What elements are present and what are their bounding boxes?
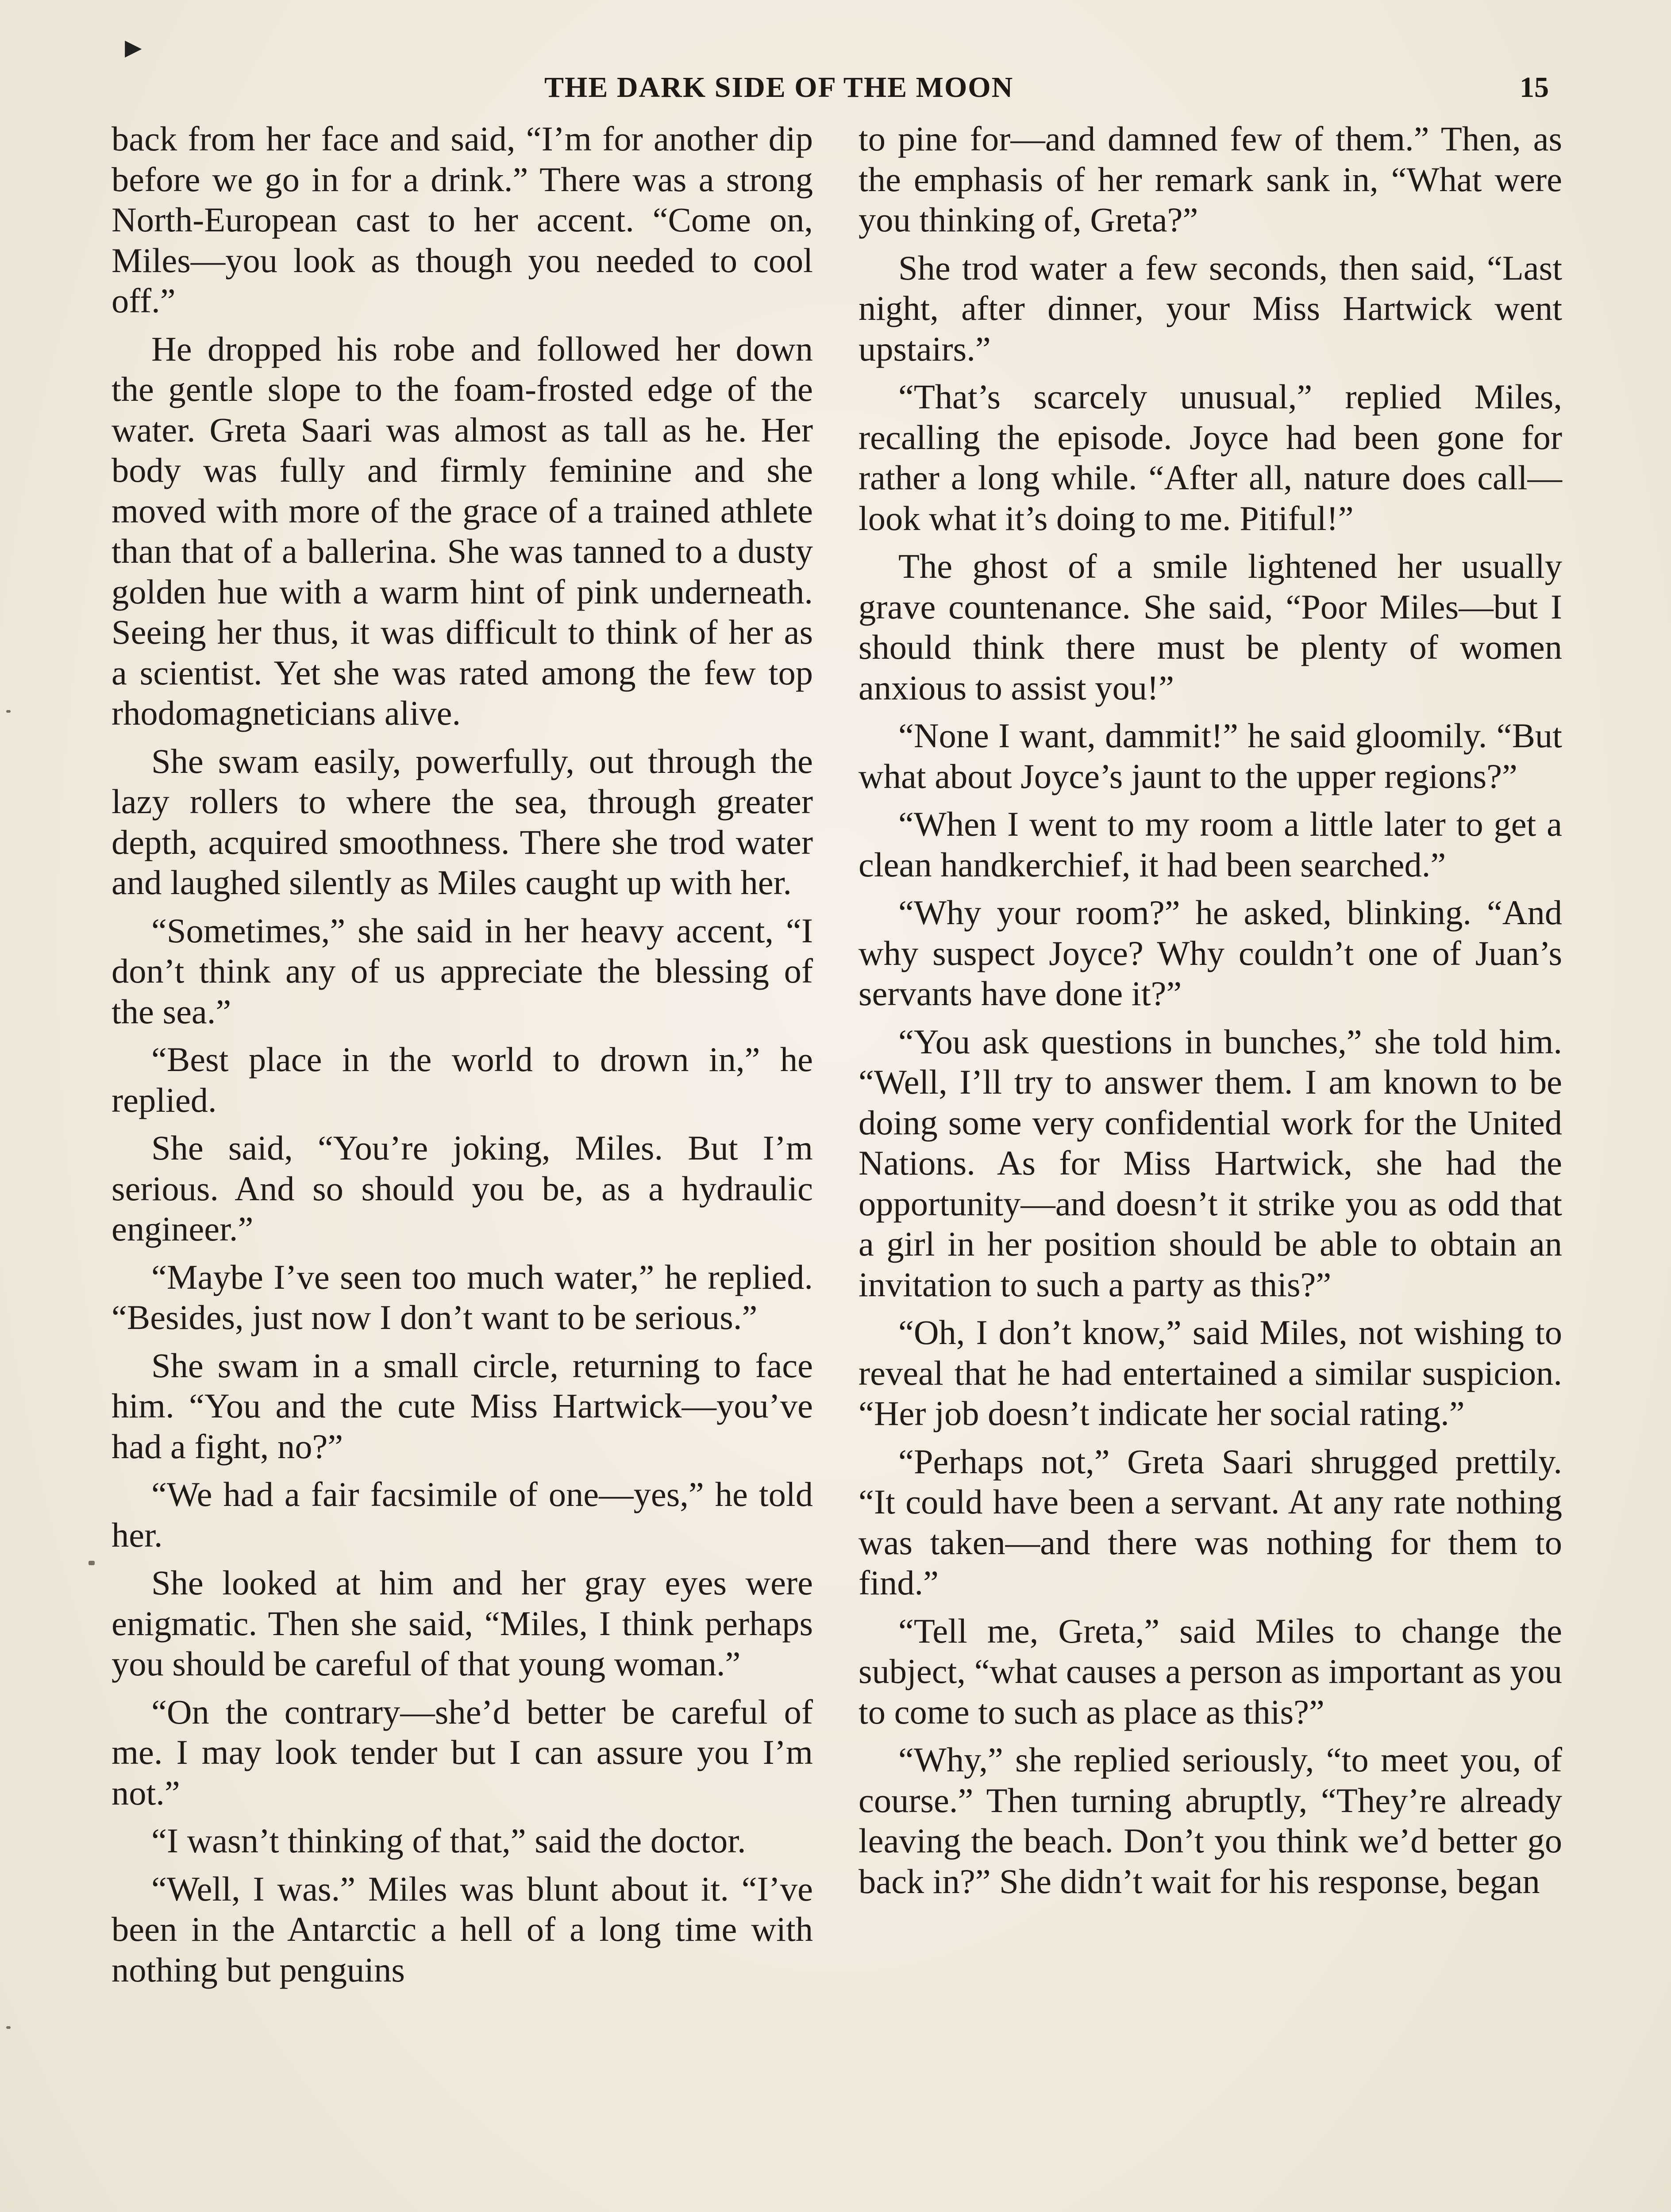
paragraph: The ghost of a smile lightened her usually grave countenance. She said, “Poor Miles—but I should think there must be plenty of women anxious to assist you!” (859, 547, 1562, 707)
paragraph: “Why your room?” he asked, blinking. “And why suspect Joyce? Why couldn’t one of Juan’s servants have done it?” (859, 893, 1562, 1013)
paragraph: “We had a fair facsimile of one—yes,” he told her. (112, 1475, 813, 1554)
paper-speck (6, 710, 11, 713)
paragraph: “On the contrary—she’d better be careful of me. I may look tender but I can assure you I’m not.” (112, 1692, 813, 1812)
paper-speck (6, 2026, 11, 2029)
paper-speck (89, 1561, 95, 1565)
paragraph: “I wasn’t thinking of that,” said the doctor. (151, 1821, 746, 1860)
paragraph: “Oh, I don’t know,” said Miles, not wishing to reveal that he had entertained a similar suspicion. “Her job doesn’t indicate her social rating.” (859, 1313, 1562, 1432)
paragraph: He dropped his robe and followed her down the gentle slope to the foam-frosted edge of the water. Greta Saari was almost as tall as he. Her body was fully and firmly feminine and she moved with more of the grace of a trained athlete than that of a ballerina. She was tanned to a dusty golden hue with a warm hint of pink underneath. Seeing her thus, it was difficult to think of her as a scientist. Yet she was rated among the few top rhodomagneticians alive. (112, 329, 813, 732)
paragraph: “Tell me, Greta,” said Miles to change the subject, “what causes a person as important as you to come to such as place as this?” (859, 1611, 1562, 1731)
running-title: THE DARK SIDE OF THE MOON (544, 71, 1014, 104)
paragraph: “Why,” she replied seriously, “to meet you, of course.” Then turning abruptly, “They’re already leaving the beach. Don’t you think we’d better go back in?” She didn’t wait for his response, began (859, 1740, 1562, 1901)
paragraph: “When I went to my room a little later to get a clean handkerchief, it had been searched.” (859, 805, 1562, 884)
paragraph: “You ask questions in bunches,” she told him. “Well, I’ll try to answer them. I am known to be doing some very confidential work for the United Nations. As for Miss Hartwick, she had the opportunity—and doesn’t it strike you as odd that a girl in her position should be able to obtain an invitation to such a party as this?” (859, 1022, 1562, 1304)
page-number: 15 (1520, 71, 1549, 104)
paragraph: She looked at him and her gray eyes were enigmatic. Then she said, “Miles, I think perhaps you should be careful of that young woman.” (112, 1563, 813, 1683)
paragraph: She swam in a small circle, returning to face him. “You and the cute Miss Hartwick—you’ve had a fight, no?” (112, 1346, 813, 1466)
paragraph: “Sometimes,” she said in her heavy accent, “I don’t think any of us appreciate the blessing of the sea.” (112, 911, 813, 1031)
paragraph: “Best place in the world to drown in,” he replied. (112, 1040, 813, 1119)
corner-mark: ▶ (125, 35, 142, 60)
paragraph: She trod water a few seconds, then said, “Last night, after dinner, your Miss Hartwick went upstairs.” (859, 248, 1562, 368)
right-column (859, 119, 1562, 1909)
paragraph: She swam easily, powerfully, out through the lazy rollers to where the sea, through greater depth, acquired smoothness. There she trod water and laughed silently as Miles caught up with her. (112, 741, 813, 902)
paragraph: back from her face and said, “I’m for another dip before we go in for a drink.” There was a strong North-European cast to her accent. “Come on, Miles—you look as though you needed to cool off.” (112, 119, 813, 320)
left-column (112, 119, 813, 1997)
paragraph: to pine for—and damned few of them.” Then, as the emphasis of her remark sank in, “What were you thinking of, Greta?” (859, 119, 1562, 239)
paragraph: “Maybe I’ve seen too much water,” he replied. “Besides, just now I don’t want to be serious.” (112, 1257, 813, 1336)
paragraph: “That’s scarcely unusual,” replied Miles, recalling the episode. Joyce had been gone for rather a long while. “After all, nature does call—look what it’s doing to me. Pitiful!” (859, 377, 1562, 538)
paragraph: She said, “You’re joking, Miles. But I’m serious. And so should you be, as a hydraulic engineer.” (112, 1129, 813, 1248)
paragraph: “None I want, dammit!” he said gloomily. “But what about Joyce’s jaunt to the upper regions?” (859, 716, 1562, 795)
paragraph: “Perhaps not,” Greta Saari shrugged prettily. “It could have been a servant. At any rate nothing was taken—and there was nothing for them to find.” (859, 1442, 1562, 1602)
paragraph: “Well, I was.” Miles was blunt about it. “I’ve been in the Antarctic a hell of a long time with nothing but penguins (112, 1869, 813, 1989)
